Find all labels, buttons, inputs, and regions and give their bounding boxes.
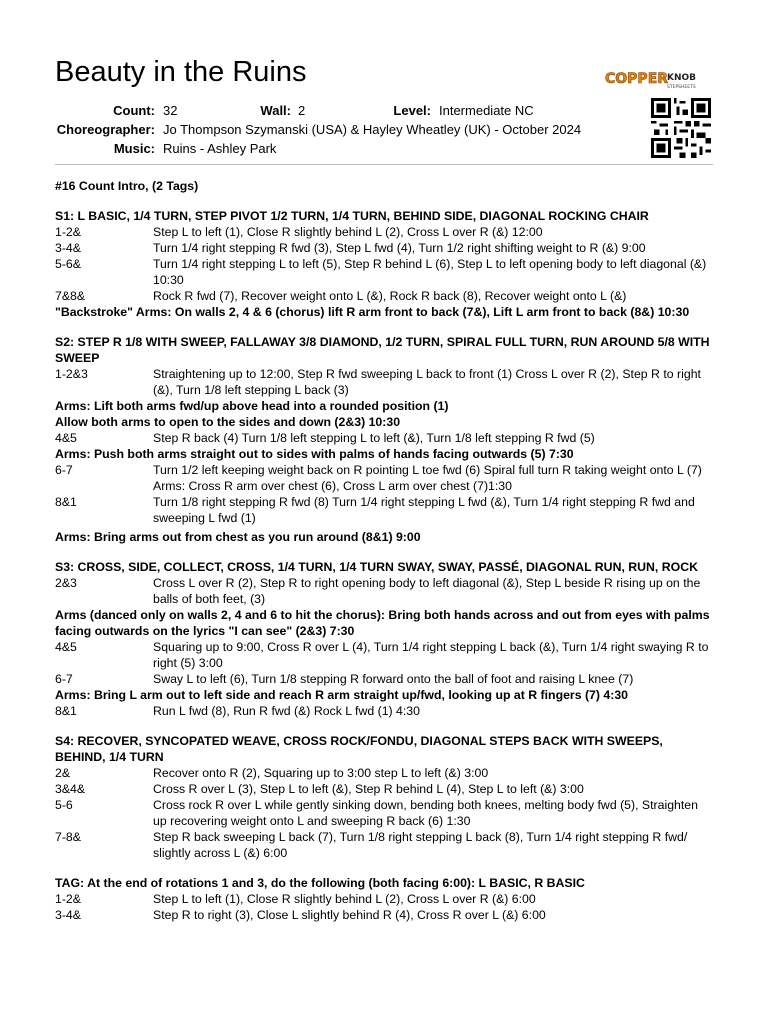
section-heading: S3: CROSS, SIDE, COLLECT, CROSS, 1/4 TURN, 1/4 TURN SWAY, SWAY, PASSÉ, DIAGONAL RUN, RUN, ROCK bbox=[55, 560, 698, 574]
wall-label: Wall: bbox=[260, 103, 291, 118]
section-heading: S1: L BASIC, 1/4 TURN, STEP PIVOT 1/2 TURN, 1/4 TURN, BEHIND SIDE, DIAGONAL ROCKING CHAIR bbox=[55, 209, 649, 223]
intro-line: #16 Count Intro, (2 Tags) bbox=[55, 179, 199, 193]
arm-note: Arms: Bring arms out from chest as you run around (8&1) 9:00 bbox=[55, 530, 421, 544]
count-value: 32 bbox=[163, 103, 178, 118]
step-desc: Cross L over R (2), Step R to right opening body to left diagonal (&), Step L beside R rising up on the balls of both feet, (3) bbox=[153, 576, 701, 606]
section-heading: S2: STEP R 1/8 WITH SWEEP, FALLAWAY 3/8 DIAMOND, 1/2 TURN, SPIRAL FULL TURN, RUN AROUND 5/8 WITH SWEEP bbox=[55, 335, 710, 365]
step-count: 1-2& bbox=[55, 892, 81, 906]
step-count: 2&3 bbox=[55, 576, 77, 590]
step-row bbox=[55, 224, 715, 240]
step-row bbox=[55, 671, 715, 687]
step-count: 4&5 bbox=[55, 640, 77, 654]
step-count: 1-2& bbox=[55, 225, 81, 239]
arm-note: Arms: Push both arms straight out to sides with palms of hands facing outwards (5) 7:30 bbox=[55, 447, 574, 461]
step-count: 8&1 bbox=[55, 495, 77, 509]
step-count: 3&4& bbox=[55, 782, 86, 796]
step-desc: Turn 1/4 right stepping L to left (5), Step R behind L (6), Step L to left opening body to left diagonal (&) 10:30 bbox=[153, 257, 707, 287]
section-heading: S4: RECOVER, SYNCOPATED WEAVE, CROSS ROCK/FONDU, DIAGONAL STEPS BACK WITH SWEEPS, BEHIND, 1/4 TURN bbox=[55, 734, 663, 764]
step-row bbox=[55, 907, 715, 923]
step-count: 8&1 bbox=[55, 704, 77, 718]
svg-text:STEPSHEETS: STEPSHEETS bbox=[667, 85, 696, 90]
step-desc: Step R to right (3), Close L slightly behind R (4), Cross R over L (&) 6:00 bbox=[153, 908, 546, 922]
step-row bbox=[55, 430, 715, 446]
choreographer-value: Jo Thompson Szymanski (USA) & Hayley Wheatley (UK) - October 2024 bbox=[163, 122, 582, 137]
step-desc: Rock R fwd (7), Recover weight onto L (&), Rock R back (8), Recover weight onto L (&) bbox=[153, 289, 627, 303]
step-count: 7&8& bbox=[55, 289, 86, 303]
step-row bbox=[55, 765, 715, 781]
level-value: Intermediate NC bbox=[439, 103, 534, 118]
step-count: 2& bbox=[55, 766, 71, 780]
svg-text:COPPER: COPPER bbox=[605, 71, 669, 87]
arm-note: Arms: Lift both arms fwd/up above head into a rounded position (1) bbox=[55, 399, 449, 413]
step-desc: Step L to left (1), Close R slightly behind L (2), Cross L over R (&) 12:00 bbox=[153, 225, 543, 239]
arm-note: "Backstroke" Arms: On walls 2, 4 & 6 (chorus) lift R arm front to back (7&), Lift L arm front to back (8&) 10:30 bbox=[55, 305, 690, 319]
step-desc: Cross R over L (3), Step L to left (&), Step R behind L (4), Step L to left (&) 3:00 bbox=[153, 782, 584, 796]
step-count: 4&5 bbox=[55, 431, 77, 445]
step-desc: Recover onto R (2), Squaring up to 3:00 step L to left (&) 3:00 bbox=[153, 766, 489, 780]
header-divider bbox=[55, 164, 713, 165]
step-count: 5-6& bbox=[55, 257, 81, 271]
music-value: Ruins - Ashley Park bbox=[163, 141, 277, 156]
step-row bbox=[55, 639, 715, 671]
step-count: 6-7 bbox=[55, 463, 73, 477]
step-desc: Step R back sweeping L back (7), Turn 1/8 right stepping L back (8), Turn 1/4 right stepping R fwd/ slightly across L (&) 6:00 bbox=[153, 830, 688, 860]
step-row bbox=[55, 288, 715, 304]
svg-text:KNOB: KNOB bbox=[667, 73, 697, 83]
arm-note: Allow both arms to open to the sides and down (2&3) 10:30 bbox=[55, 415, 401, 429]
arm-note: Arms: Bring L arm out to left side and reach R arm straight up/fwd, looking up at R fingers (7) 4:30 bbox=[55, 688, 629, 702]
step-row bbox=[55, 575, 715, 607]
qr-code bbox=[649, 98, 713, 158]
step-row bbox=[55, 240, 715, 256]
step-count: 6-7 bbox=[55, 672, 73, 686]
step-desc: Step R back (4) Turn 1/8 left stepping L to left (&), Turn 1/8 left stepping R fwd (5) bbox=[153, 431, 595, 445]
count-label: Count: bbox=[113, 103, 155, 118]
music-label: Music: bbox=[113, 141, 155, 156]
step-row bbox=[55, 703, 715, 719]
step-row bbox=[55, 366, 715, 398]
step-desc: Turn 1/2 left keeping weight back on R pointing L toe fwd (6) Spiral full turn R taking weight onto L (7) Arms: Cross R arm over chest (6), Cross L arm over chest (7)1:30 bbox=[153, 463, 702, 493]
step-row bbox=[55, 256, 715, 288]
step-desc: Turn 1/8 right stepping R fwd (8) Turn 1/4 right stepping L fwd (&), Turn 1/4 right stepping R fwd and sweeping L fwd (1) bbox=[153, 495, 695, 525]
step-row bbox=[55, 891, 715, 907]
step-sheet bbox=[55, 178, 715, 923]
page-title: Beauty in the Ruins bbox=[55, 56, 307, 88]
step-row bbox=[55, 781, 715, 797]
step-row bbox=[55, 462, 715, 494]
step-desc: Cross rock R over L while gently sinking down, bending both knees, melting body fwd (5), Straighten up recovering weight onto L and sweeping R back (6) 1:30 bbox=[153, 798, 698, 828]
step-count: 3-4& bbox=[55, 241, 81, 255]
choreographer-label: Choreographer: bbox=[56, 122, 155, 137]
step-count: 7-8& bbox=[55, 830, 81, 844]
step-row bbox=[55, 494, 715, 526]
copperknob-logo bbox=[604, 68, 702, 90]
step-desc: Turn 1/4 right stepping R fwd (3), Step L fwd (4), Turn 1/2 right shifting weight to R (&) 9:00 bbox=[153, 241, 646, 255]
level-label: Level: bbox=[393, 103, 431, 118]
step-desc: Run L fwd (8), Run R fwd (&) Rock L fwd (1) 4:30 bbox=[153, 704, 420, 718]
step-desc: Straightening up to 12:00, Step R fwd sweeping L back to front (1) Cross L over R (2), Step R to right (&), Turn 1/8 left stepping L back (3) bbox=[153, 367, 701, 397]
step-desc: Sway L to left (6), Turn 1/8 stepping R forward onto the ball of foot and raising L knee (7) bbox=[153, 672, 634, 686]
step-desc: Squaring up to 9:00, Cross R over L (4), Turn 1/4 right stepping L back (&), Turn 1/4 right swaying R to right (5) 3:00 bbox=[153, 640, 709, 670]
arm-note: Arms (danced only on walls 2, 4 and 6 to hit the chorus): Bring both hands across and out from eyes with palms facing outwards on the lyrics "I can see" (2&3) 7:30 bbox=[55, 608, 710, 638]
step-count: 3-4& bbox=[55, 908, 81, 922]
tag-heading: TAG: At the end of rotations 1 and 3, do the following (both facing 6:00): L BASIC, R BASIC bbox=[55, 876, 585, 890]
step-count: 5-6 bbox=[55, 798, 73, 812]
step-row bbox=[55, 797, 715, 829]
wall-value: 2 bbox=[298, 103, 306, 118]
step-row bbox=[55, 829, 715, 861]
step-desc: Step L to left (1), Close R slightly behind L (2), Cross L over R (&) 6:00 bbox=[153, 892, 536, 906]
step-count: 1-2&3 bbox=[55, 367, 88, 381]
